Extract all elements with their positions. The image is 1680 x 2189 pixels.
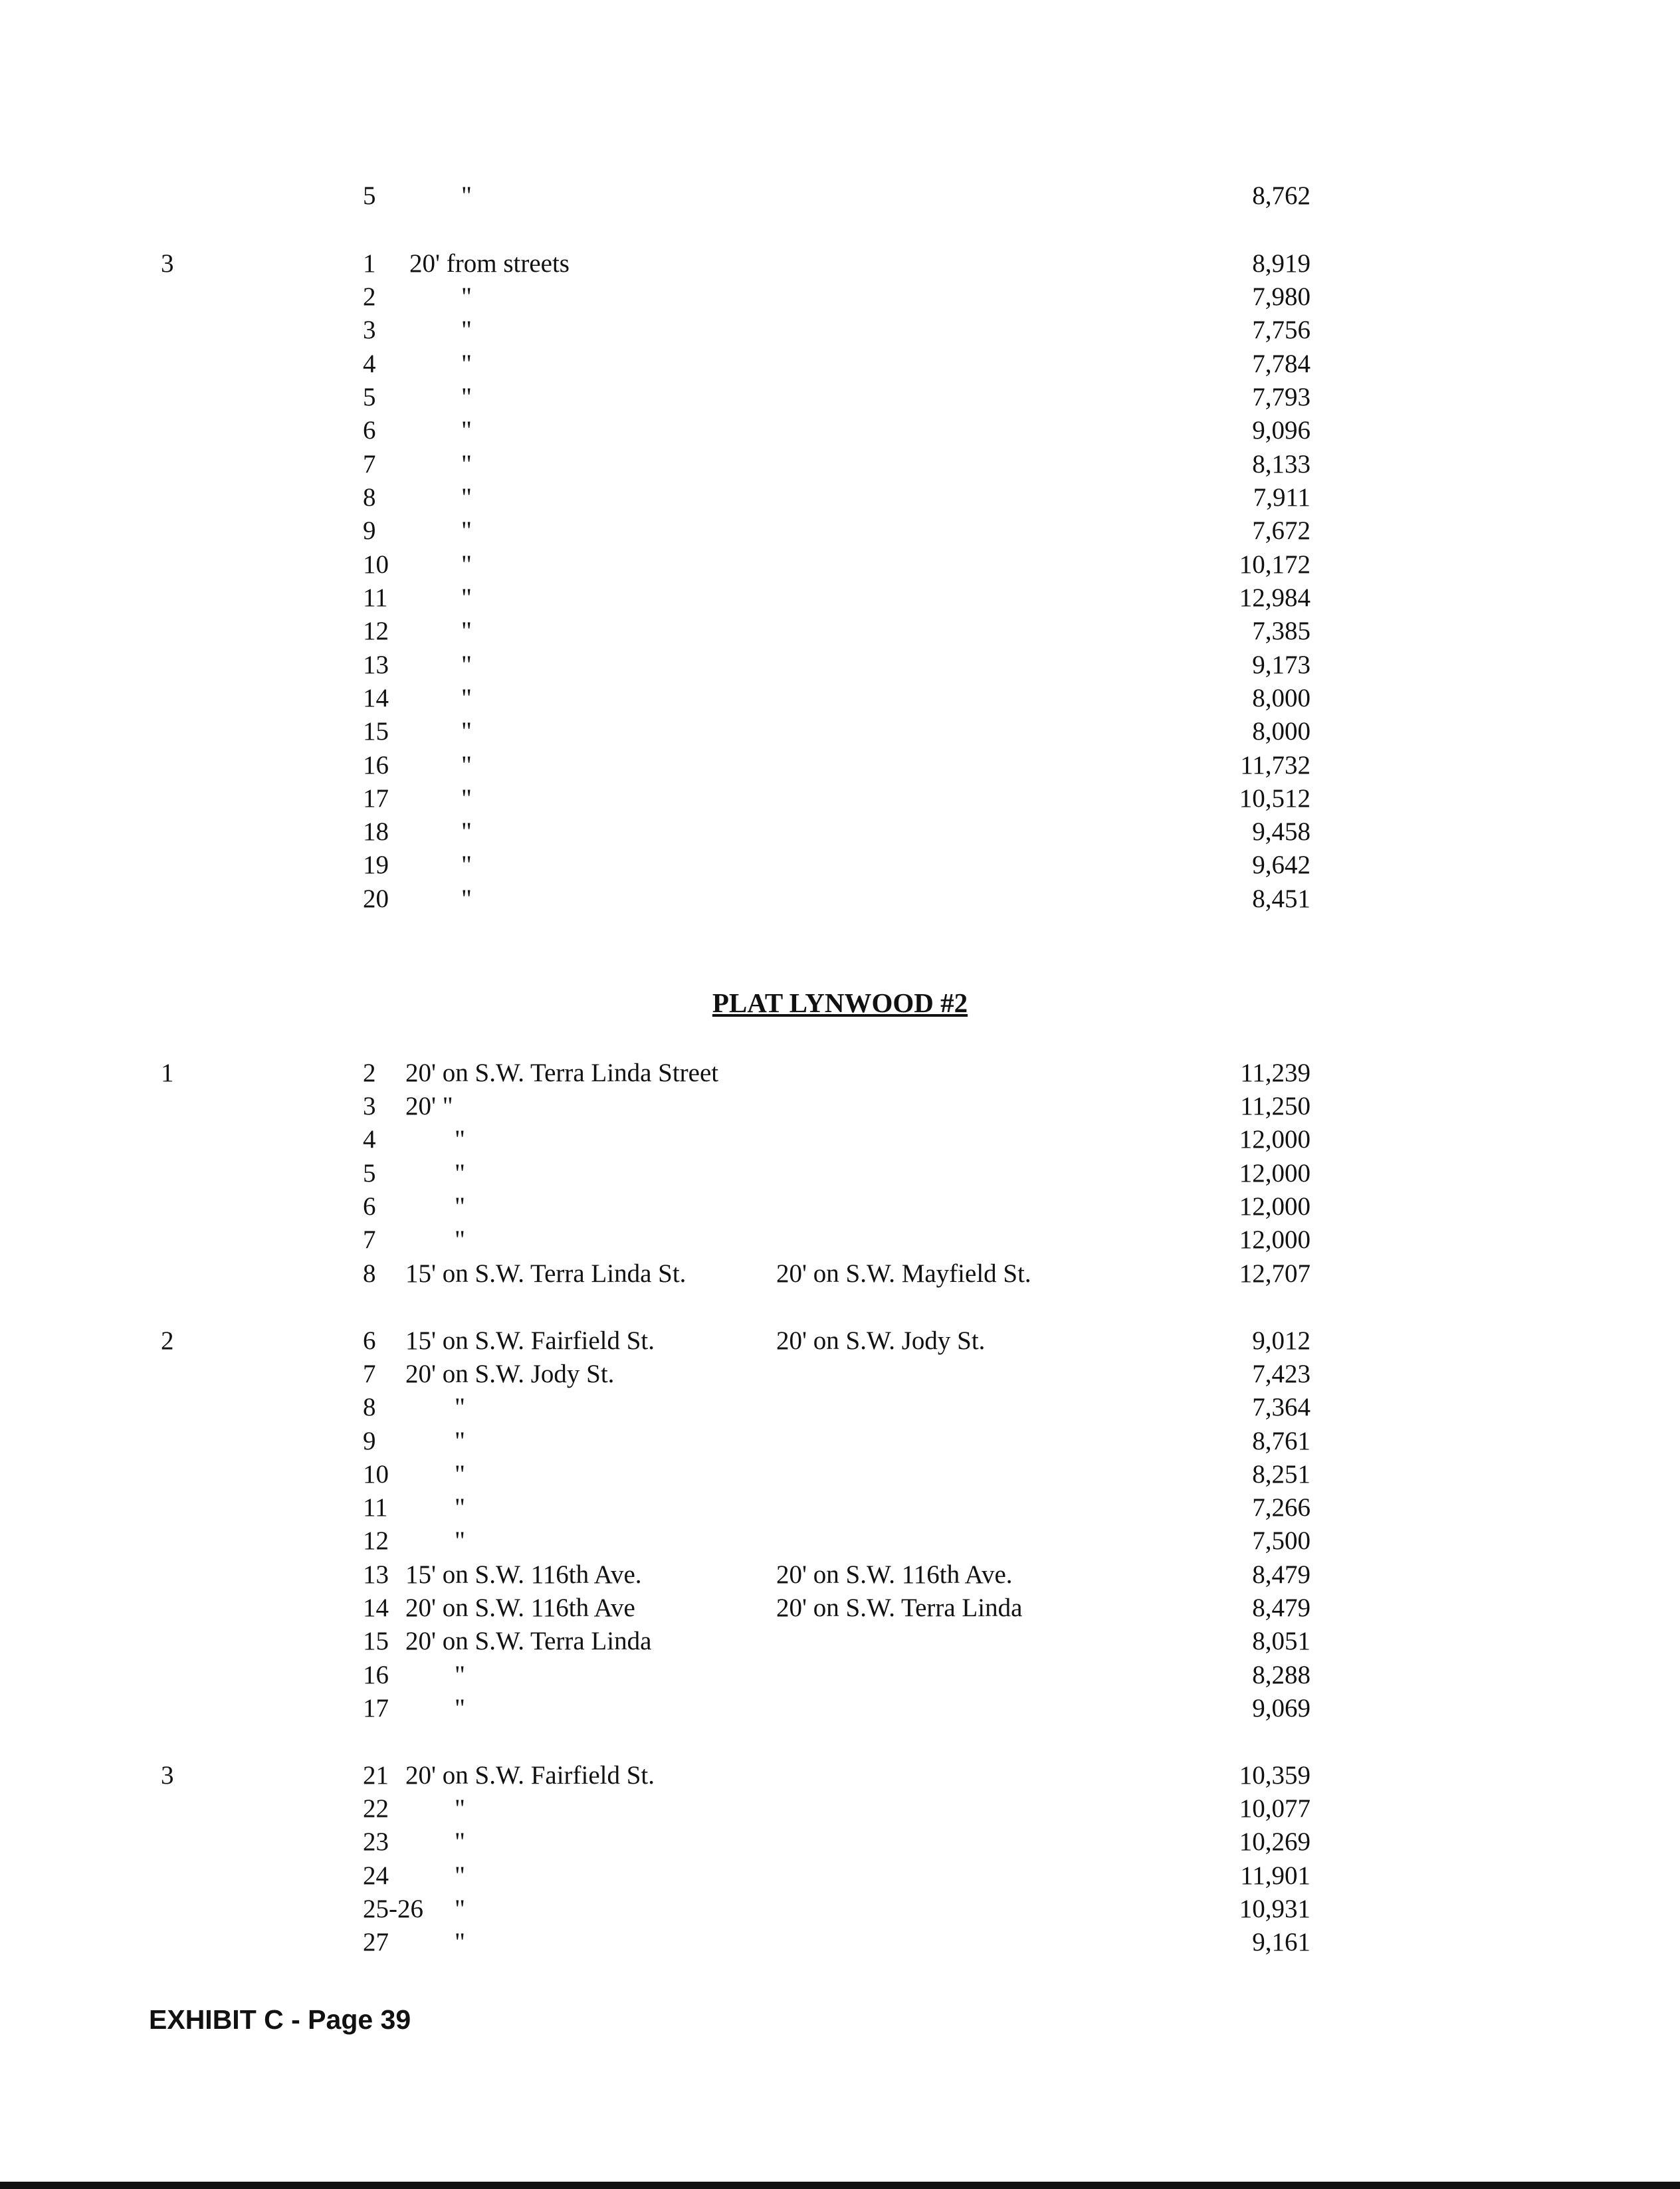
lot-area: 12,707 xyxy=(1239,1259,1311,1288)
setback-primary: " xyxy=(461,751,472,780)
lot-number: 24 xyxy=(363,1861,389,1890)
lot-area: 7,980 xyxy=(1252,282,1311,311)
lot-area: 8,479 xyxy=(1252,1560,1311,1589)
lot-area: 9,069 xyxy=(1252,1694,1311,1722)
setback-primary: " xyxy=(455,1861,465,1890)
lot-number: 5 xyxy=(363,1159,376,1188)
lot-number: 14 xyxy=(363,1594,389,1622)
setback-primary: " xyxy=(461,651,472,679)
lot-area: 11,732 xyxy=(1240,751,1311,780)
table-row xyxy=(0,1358,1680,1391)
table-row xyxy=(0,1090,1680,1123)
table-row xyxy=(0,414,1680,447)
lot-number: 4 xyxy=(363,1125,376,1154)
setback-primary: " xyxy=(455,1225,465,1254)
table-row xyxy=(0,715,1680,748)
setback-primary: 20' on S.W. Jody St. xyxy=(405,1360,615,1388)
setback-primary: 15' on S.W. 116th Ave. xyxy=(405,1560,642,1589)
table-row xyxy=(0,314,1680,347)
table-row xyxy=(0,1659,1680,1692)
bottom-border xyxy=(0,2182,1680,2189)
table-row xyxy=(0,1223,1680,1257)
plat-heading: PLAT LYNWOOD #2 xyxy=(712,988,968,1018)
table-row xyxy=(0,682,1680,715)
lot-number: 16 xyxy=(363,1661,389,1689)
table-row xyxy=(0,883,1680,916)
setback-primary: " xyxy=(461,851,472,879)
table-row xyxy=(0,1458,1680,1491)
setback-primary: " xyxy=(461,516,472,545)
table-row xyxy=(0,1625,1680,1658)
lot-area: 12,000 xyxy=(1239,1225,1311,1254)
lot-area: 9,458 xyxy=(1252,817,1311,846)
lot-area: 12,984 xyxy=(1239,583,1311,612)
lot-area: 10,512 xyxy=(1239,784,1311,813)
lot-area: 10,077 xyxy=(1239,1794,1311,1823)
lot-number: 6 xyxy=(363,416,376,445)
setback-primary: " xyxy=(455,1895,465,1923)
lot-number: 13 xyxy=(363,651,389,679)
lot-number: 19 xyxy=(363,851,389,879)
lot-area: 7,385 xyxy=(1252,617,1311,645)
lot-area: 10,931 xyxy=(1239,1895,1311,1923)
block-number: 3 xyxy=(161,249,174,278)
lot-number: 27 xyxy=(363,1928,389,1956)
lot-area: 8,133 xyxy=(1252,450,1311,478)
lot-area: 12,000 xyxy=(1239,1125,1311,1154)
lot-area: 9,173 xyxy=(1252,651,1311,679)
table-row xyxy=(0,348,1680,381)
setback-secondary: 20' on S.W. 116th Ave. xyxy=(776,1560,1013,1589)
lot-number: 2 xyxy=(363,1059,376,1087)
table-row xyxy=(0,179,1680,213)
block-number: 1 xyxy=(161,1059,174,1087)
lot-area: 7,266 xyxy=(1252,1493,1311,1522)
table-row xyxy=(0,1692,1680,1725)
setback-secondary: 20' on S.W. Jody St. xyxy=(776,1326,986,1355)
lot-number: 3 xyxy=(363,1092,376,1120)
table-row xyxy=(0,1391,1680,1424)
lot-area: 8,762 xyxy=(1252,181,1311,210)
setback-primary: " xyxy=(461,885,472,913)
setback-primary: 20' on S.W. Fairfield St. xyxy=(405,1761,655,1790)
lot-number: 5 xyxy=(363,181,376,210)
table-row xyxy=(0,514,1680,548)
table-row xyxy=(0,1123,1680,1156)
lot-area: 7,672 xyxy=(1252,516,1311,545)
lot-number: 15 xyxy=(363,1627,389,1655)
lot-area: 8,000 xyxy=(1252,717,1311,746)
lot-area: 7,911 xyxy=(1253,483,1311,512)
setback-primary: " xyxy=(461,383,472,411)
lot-area: 9,096 xyxy=(1252,416,1311,445)
lot-area: 11,901 xyxy=(1240,1861,1311,1890)
lot-number: 17 xyxy=(363,784,389,813)
lot-number: 25-26 xyxy=(363,1895,423,1923)
lot-number: 9 xyxy=(363,516,376,545)
setback-primary: " xyxy=(455,1827,465,1856)
table-row xyxy=(0,1759,1680,1792)
lot-area: 12,000 xyxy=(1239,1192,1311,1221)
setback-primary: " xyxy=(461,617,472,645)
lot-area: 8,919 xyxy=(1252,249,1311,278)
setback-primary: " xyxy=(461,717,472,746)
lot-number: 21 xyxy=(363,1761,389,1790)
setback-primary: " xyxy=(455,1526,465,1555)
table-row xyxy=(0,749,1680,782)
table-row xyxy=(0,448,1680,481)
table-row xyxy=(0,782,1680,815)
lot-area: 12,000 xyxy=(1239,1159,1311,1188)
lot-area: 7,793 xyxy=(1252,383,1311,411)
lot-number: 15 xyxy=(363,717,389,746)
setback-primary: 20' on S.W. 116th Ave xyxy=(405,1594,635,1622)
lot-area: 7,500 xyxy=(1252,1526,1311,1555)
setback-secondary: 20' on S.W. Mayfield St. xyxy=(776,1259,1031,1288)
setback-primary: " xyxy=(455,1159,465,1188)
table-row xyxy=(0,1425,1680,1458)
table-row xyxy=(0,1524,1680,1558)
lot-number: 16 xyxy=(363,751,389,780)
lot-number: 8 xyxy=(363,1393,376,1421)
lot-number: 10 xyxy=(363,1460,389,1489)
lot-number: 1 xyxy=(363,249,376,278)
lot-area: 8,761 xyxy=(1252,1427,1311,1455)
lot-number: 4 xyxy=(363,350,376,378)
table-row xyxy=(0,481,1680,514)
lot-number: 2 xyxy=(363,282,376,311)
setback-primary: " xyxy=(455,1393,465,1421)
block-number: 3 xyxy=(161,1761,174,1790)
lot-number: 9 xyxy=(363,1427,376,1455)
lot-area: 7,784 xyxy=(1252,350,1311,378)
lot-area: 8,288 xyxy=(1252,1661,1311,1689)
lot-number: 6 xyxy=(363,1326,376,1355)
table-row xyxy=(0,849,1680,882)
lot-number: 13 xyxy=(363,1560,389,1589)
lot-area: 10,269 xyxy=(1239,1827,1311,1856)
table-row xyxy=(0,1558,1680,1592)
table-row xyxy=(0,581,1680,615)
lot-number: 7 xyxy=(363,1360,376,1388)
lot-number: 12 xyxy=(363,1526,389,1555)
table-row xyxy=(0,615,1680,648)
lot-number: 22 xyxy=(363,1794,389,1823)
lot-area: 8,479 xyxy=(1252,1594,1311,1622)
setback-primary: 20' from streets xyxy=(409,249,570,278)
table-row xyxy=(0,815,1680,849)
setback-primary: " xyxy=(455,1125,465,1154)
table-row xyxy=(0,1792,1680,1825)
lot-number: 7 xyxy=(363,450,376,478)
lot-area: 9,012 xyxy=(1252,1326,1311,1355)
setback-primary: " xyxy=(461,450,472,478)
table-row xyxy=(0,1190,1680,1223)
setback-primary: " xyxy=(455,1192,465,1221)
table-row xyxy=(0,1491,1680,1524)
setback-primary: 20' on S.W. Terra Linda Street xyxy=(405,1059,719,1087)
setback-primary: 20' on S.W. Terra Linda xyxy=(405,1627,652,1655)
lot-number: 20 xyxy=(363,885,389,913)
setback-primary: " xyxy=(455,1661,465,1689)
setback-primary: " xyxy=(455,1694,465,1722)
table-row xyxy=(0,1859,1680,1893)
lot-area: 9,642 xyxy=(1252,851,1311,879)
lot-number: 3 xyxy=(363,316,376,344)
lot-area: 7,423 xyxy=(1252,1360,1311,1388)
table-row xyxy=(0,1926,1680,1959)
lot-area: 9,161 xyxy=(1252,1928,1311,1956)
setback-primary: " xyxy=(455,1928,465,1956)
setback-primary: 20' " xyxy=(405,1092,453,1120)
lot-number: 14 xyxy=(363,684,389,712)
setback-primary: " xyxy=(455,1794,465,1823)
setback-primary: " xyxy=(461,350,472,378)
table-row xyxy=(0,1157,1680,1190)
lot-area: 11,239 xyxy=(1240,1059,1311,1087)
table-row xyxy=(0,1592,1680,1625)
setback-secondary: 20' on S.W. Terra Linda xyxy=(776,1594,1023,1622)
setback-primary: " xyxy=(461,583,472,612)
lot-area: 10,359 xyxy=(1239,1761,1311,1790)
table-row xyxy=(0,1893,1680,1926)
setback-primary: " xyxy=(461,817,472,846)
table-row xyxy=(0,649,1680,682)
table-row xyxy=(0,381,1680,414)
table-row xyxy=(0,280,1680,314)
setback-primary: 15' on S.W. Fairfield St. xyxy=(405,1326,655,1355)
setback-primary: " xyxy=(461,181,472,210)
lot-number: 11 xyxy=(363,583,388,612)
lot-area: 11,250 xyxy=(1240,1092,1311,1120)
lot-area: 8,000 xyxy=(1252,684,1311,712)
table-row xyxy=(0,247,1680,280)
lot-number: 18 xyxy=(363,817,389,846)
lot-area: 8,451 xyxy=(1252,885,1311,913)
table-row xyxy=(0,548,1680,581)
lot-number: 10 xyxy=(363,550,389,579)
setback-primary: " xyxy=(461,684,472,712)
table-row xyxy=(0,1057,1680,1090)
setback-primary: " xyxy=(455,1493,465,1522)
lot-area: 8,251 xyxy=(1252,1460,1311,1489)
lot-area: 7,756 xyxy=(1252,316,1311,344)
lot-number: 11 xyxy=(363,1493,388,1522)
setback-primary: " xyxy=(455,1460,465,1489)
table-row xyxy=(0,1324,1680,1358)
lot-area: 8,051 xyxy=(1252,1627,1311,1655)
block-number: 2 xyxy=(161,1326,174,1355)
setback-primary: " xyxy=(461,316,472,344)
table-row xyxy=(0,1257,1680,1291)
lot-number: 5 xyxy=(363,383,376,411)
lot-number: 8 xyxy=(363,1259,376,1288)
lot-number: 6 xyxy=(363,1192,376,1221)
lot-number: 12 xyxy=(363,617,389,645)
lot-area: 7,364 xyxy=(1252,1393,1311,1421)
setback-primary: " xyxy=(461,282,472,311)
setback-primary: 15' on S.W. Terra Linda St. xyxy=(405,1259,686,1288)
lot-area: 10,172 xyxy=(1239,550,1311,579)
table-row xyxy=(0,1825,1680,1859)
setback-primary: " xyxy=(461,416,472,445)
lot-number: 23 xyxy=(363,1827,389,1856)
setback-primary: " xyxy=(455,1427,465,1455)
setback-primary: " xyxy=(461,784,472,813)
lot-number: 17 xyxy=(363,1694,389,1722)
setback-primary: " xyxy=(461,550,472,579)
page-footer: EXHIBIT C - Page 39 xyxy=(149,2004,411,2035)
lot-number: 7 xyxy=(363,1225,376,1254)
lot-number: 8 xyxy=(363,483,376,512)
setback-primary: " xyxy=(461,483,472,512)
